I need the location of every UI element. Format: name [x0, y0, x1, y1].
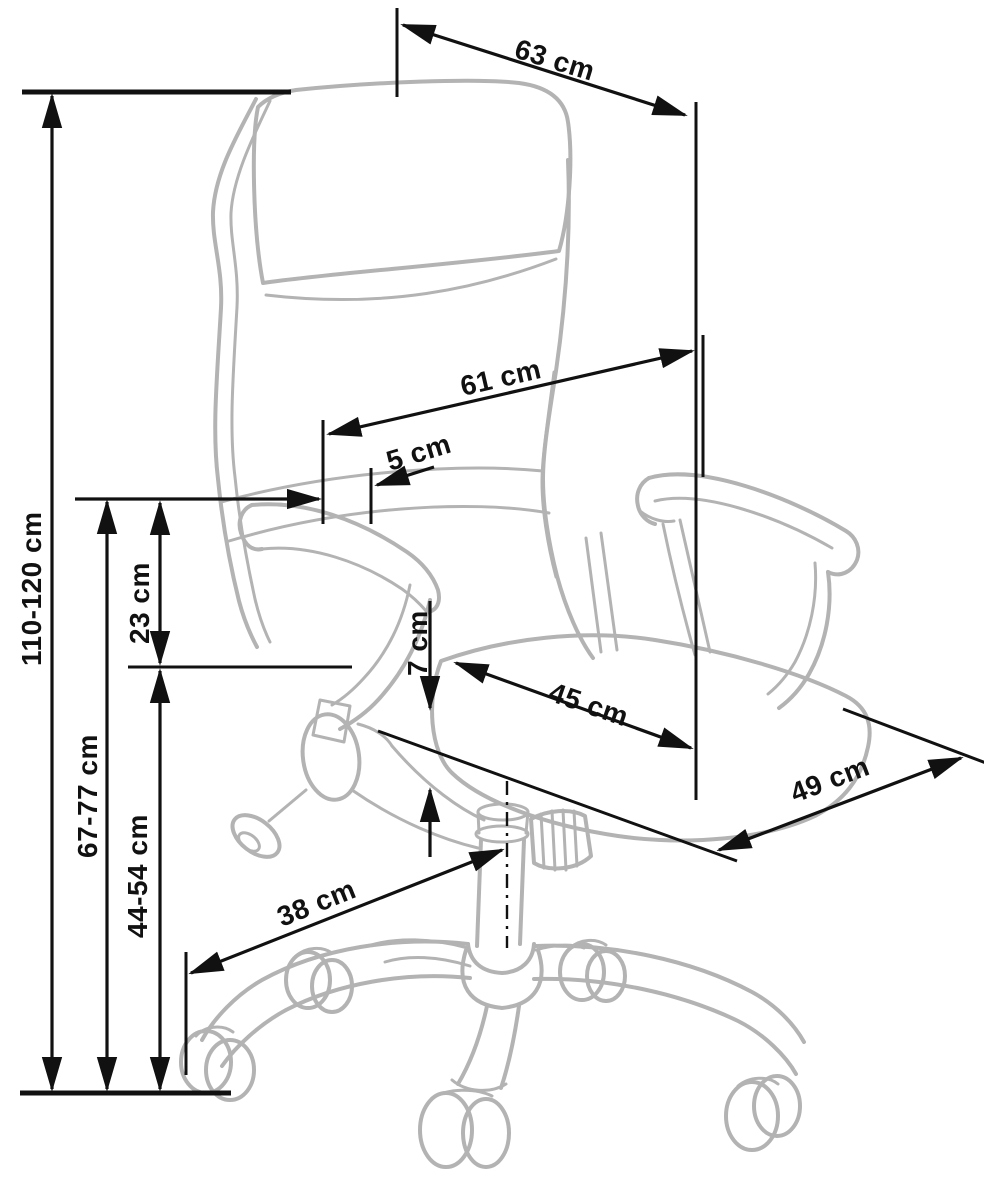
dimension-lines — [20, 8, 984, 1093]
caster-front-cap — [432, 1090, 492, 1098]
lever-handle-inner — [235, 829, 263, 855]
armrest-left-pad-bottom — [262, 548, 427, 612]
ext-49-lower — [378, 731, 737, 861]
seat — [432, 635, 870, 840]
armrest-right-post — [663, 520, 710, 655]
armrest-left-support-inner — [332, 585, 410, 705]
base-arm-front — [458, 1006, 519, 1088]
caster-right-wheel — [726, 1082, 778, 1150]
label-offset: 5 cm — [382, 427, 455, 477]
label-overall-height: 110-120 cm — [16, 511, 47, 666]
backrest-left-frame — [213, 99, 257, 647]
label-base-radius: 38 cm — [272, 873, 361, 933]
backrest-left-frame-inner — [231, 101, 270, 642]
headrest — [254, 81, 570, 283]
label-seat-width: 49 cm — [786, 750, 874, 809]
dim-38-arrow — [191, 850, 502, 973]
base-arm-right — [534, 946, 804, 1074]
label-seat-depth: 45 cm — [545, 676, 633, 733]
label-armrest-height: 67-77 cm — [72, 734, 103, 858]
label-backrest-width: 61 cm — [457, 353, 545, 402]
caster-front-wheel-2 — [463, 1099, 509, 1167]
caster-rear-right-wheel-2 — [587, 951, 625, 1001]
office-chair-line-drawing — [181, 81, 870, 1167]
lumbar-seam-lower — [229, 506, 549, 541]
gas-lift-bell — [468, 944, 534, 973]
gas-lift-collar — [476, 826, 528, 842]
label-armrest-above-seat: 23 cm — [124, 562, 155, 644]
label-top-width: 63 cm — [511, 33, 599, 87]
lever-rod — [269, 790, 306, 821]
label-seat-thickness: 7 cm — [402, 610, 433, 676]
label-seat-height: 44-54 cm — [122, 814, 153, 938]
